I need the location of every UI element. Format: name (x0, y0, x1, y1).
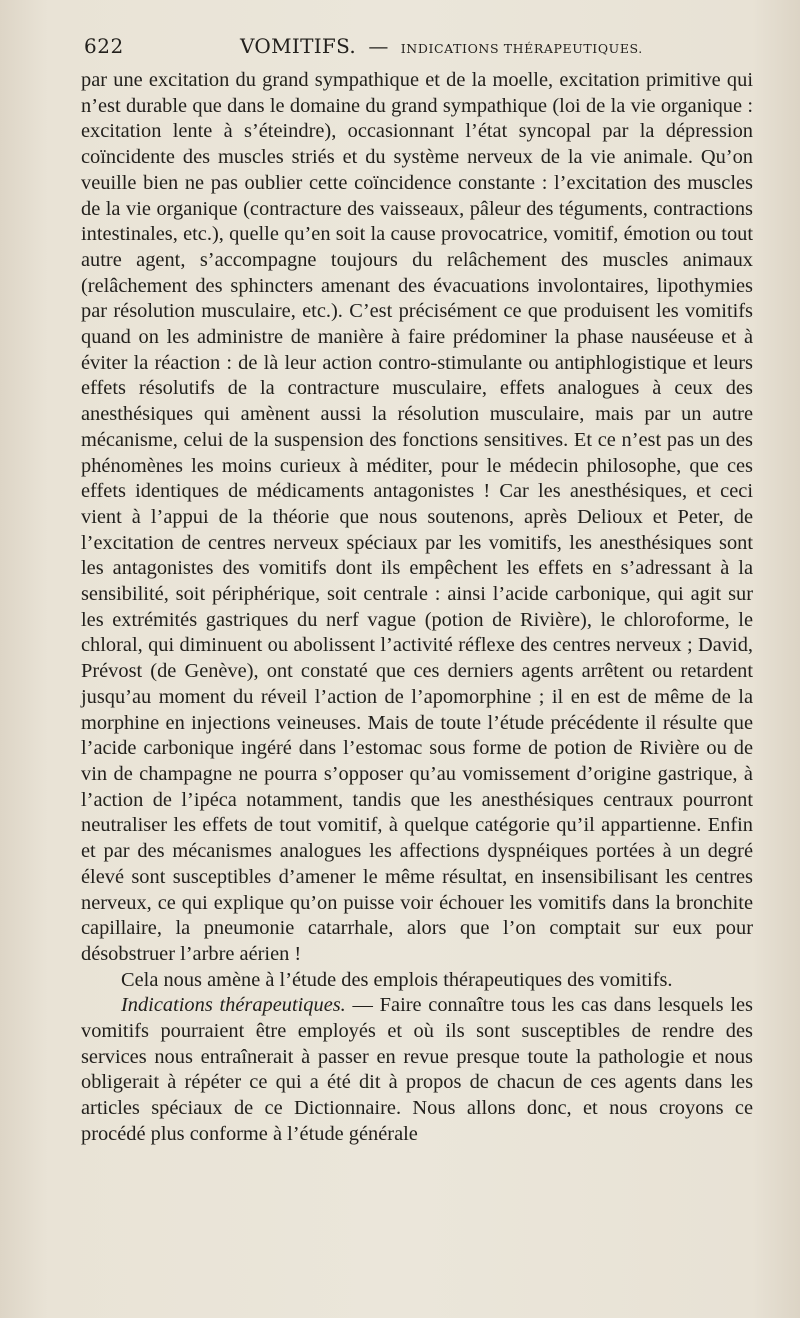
body-text (81, 68, 753, 1148)
running-title-main: VOMITIFS. (240, 34, 357, 58)
paragraph-indications (81, 993, 753, 1147)
running-title (240, 34, 643, 58)
section-heading: Indications thérapeutiques. (121, 994, 346, 1017)
page-header (84, 30, 756, 60)
page-number: 622 (84, 34, 124, 58)
paragraph-transition: Cela nous amène à l’étude des emplois thérapeutiques des vomitifs. (121, 968, 673, 991)
heading-dash: — (352, 994, 373, 1017)
title-separator: — (368, 34, 389, 58)
paragraph-continued: par une excitation du grand sympathique et de la moelle, excitation primitive qui n’est durable que dans le domaine du grand sympathique (loi de la vie organique : excitation lente à s’éteindre), occasionnant l’état syncopal par la dépression coïncidente des muscles striés et du système nerveux de la vie animale. Qu’on veuille bien ne pas oublier cette coïncidence constante : l’excitation des muscles de la vie organique (contracture des vaisseaux, pâleur des téguments, contractions intestinales, etc.), quelle qu’en soit la cause provocatrice, vomitif, émotion ou tout autre agent, s’accompagne toujours du relâchement des muscles animaux (relâchement des sphincters amenant des évacuations involontaires, lipothymies par résolution musculaire, etc.). C’est précisément ce que produisent les vomitifs quand on les administre de manière à faire prédominer la phase nauséeuse et à éviter la réaction : de là leur action contro-stimulante ou antiphlogistique et leurs effets résolutifs de la contracture musculaire, effets analogues à ceux des anesthésiques qui amènent aussi la résolution musculaire, mais par un autre mécanisme, celui de la suspension des fonctions sensitives. Et ce n’est pas un des phénomènes les moins curieux à méditer, pour le médecin philosophe, que ces effets identiques de médicaments antagonistes ! Car les anesthésiques, et ceci vient à l’appui de la théorie que nous soutenons, après Delioux et Peter, de l’excitation de centres nerveux spéciaux par les vomitifs, les anesthésiques sont les antagonistes des vomitifs dont ils empêchent les effets en s’adressant à la sensibilité, soit périphérique, soit centrale : ainsi l’acide carbonique, qui agit sur les extrémités gastriques du nerf vague (potion de Rivière), le chloroforme, le chloral, qui diminuent ou abolissent l’activité réflexe des centres nerveux ; David, Prévost (de Genève), ont constaté que ces derniers agents arrêtent ou retardent jusqu’au moment du réveil l’action de l’apomorphine ; il en est de même de la morphine en injections veineuses. Mais de toute l’étude précédente il résulte que l’acide carbonique ingéré dans l’estomac sous forme de potion de Rivière ou de vin de champagne ne pourra s’opposer qu’au vomissement d’origine gastrique, à l’action de l’ipéca notamment, tandis que les anesthésiques centraux pourront neutraliser les effets de tout vomitif, à quelque catégorie qu’il appartienne. Enfin et par des mécanismes analogues les affections dyspnéiques portées à un degré élevé sont susceptibles d’amener le même résultat, en insensibilisant les centres nerveux, ce qui explique qu’on puisse voir échouer les vomitifs dans la bronchite capillaire, la pneumonie catarrhale, alors que l’on comptait sur eux pour désobstruer l’arbre aérien ! (81, 69, 753, 965)
paragraph-indications-text: Faire connaître tous les cas dans lesquels les vomitifs pourraient être employés et où ils sont susceptibles de rendre des services nous entraînerait à passer en revue presque toute la pathologie et nous obligerait à répéter ce qui a été dit à propos de chacun de ces agents dans les articles spéciaux de ce Dictionnaire. Nous allons donc, et nous croyons ce procédé plus conforme à l’étude générale (81, 994, 753, 1145)
section-title: INDICATIONS THÉRAPEUTIQUES. (400, 41, 643, 56)
